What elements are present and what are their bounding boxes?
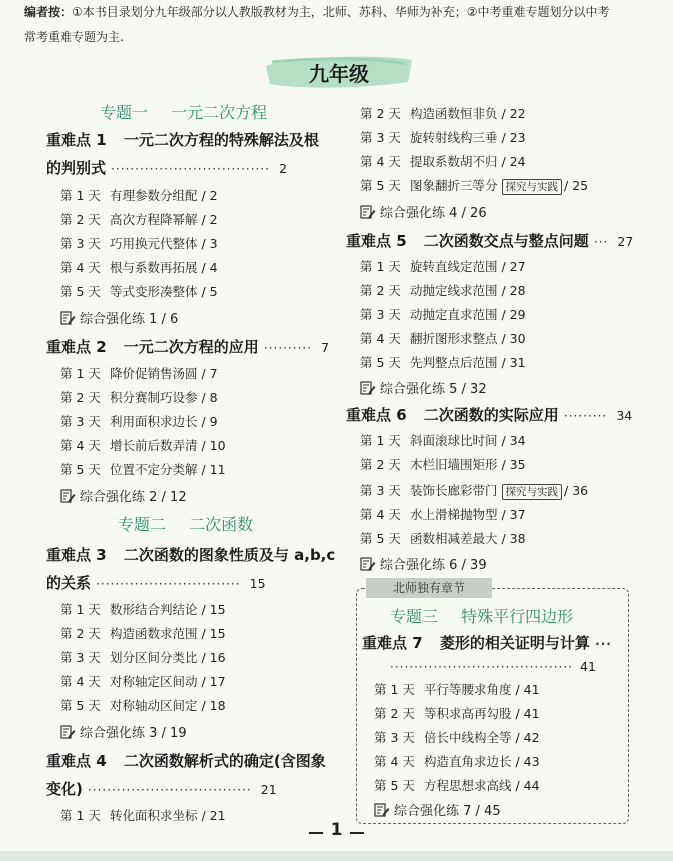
topic-3-heading[interactable]: [390, 604, 573, 627]
list-item[interactable]: 第 5 天 对称轴动区间定 / 18: [60, 698, 226, 713]
summary-practice-1[interactable]: 综合强化练 1 / 6: [60, 308, 178, 327]
grade-banner: [262, 52, 416, 90]
list-item[interactable]: 第 5 天 图象翻折三等分 探究与实践 / 25: [360, 178, 589, 193]
leader-dots: ··································: [87, 783, 252, 797]
list-item[interactable]: 第 2 天 木栏旧墙围矩形 / 35: [360, 457, 526, 472]
explore-practice-badge: 探究与实践: [502, 484, 563, 500]
list-item[interactable]: 第 2 天 动抛定线求范围 / 28: [360, 283, 526, 298]
list-item[interactable]: 第 4 天 增长前后数弄清 / 10: [60, 438, 226, 453]
leader-dots: ···: [593, 235, 609, 249]
list-item[interactable]: 第 3 天 旋转射线构三垂 / 23: [360, 130, 526, 145]
list-item[interactable]: 第 2 天 构造函数求范围 / 15: [60, 626, 226, 641]
list-item[interactable]: 第 5 天 先判整点后范围 / 31: [360, 355, 526, 370]
page-ref: 7: [321, 340, 330, 355]
list-item[interactable]: 第 3 天 动抛定直求范围 / 29: [360, 307, 526, 322]
summary-practice-7[interactable]: 综合强化练 7 / 45: [374, 800, 501, 819]
list-item[interactable]: 第 2 天 等积求高再勾股 / 41: [374, 706, 540, 721]
key-point-7[interactable]: 重难点 7 菱形的相关证明与计算 ···: [362, 634, 612, 652]
topic-1-number: 专题一: [100, 103, 149, 122]
topic-1-heading[interactable]: [100, 100, 267, 123]
list-item[interactable]: 第 3 天 利用面积求边长 / 9: [60, 414, 218, 429]
topic-3-name: 特殊平行四边形: [461, 607, 574, 626]
page-ref: 21: [260, 782, 277, 797]
list-item[interactable]: 第 2 天 高次方程降幂解 / 2: [60, 212, 218, 227]
summary-practice-3[interactable]: 综合强化练 3 / 19: [60, 722, 187, 741]
list-item[interactable]: 第 1 天 转化面积求坐标 / 21: [60, 808, 226, 823]
key-point-4-line2[interactable]: 变化) ·································· 21: [46, 780, 277, 798]
key-point-3[interactable]: 重难点 3 二次函数的图象性质及与 a,b,c: [46, 546, 336, 564]
list-item[interactable]: 第 5 天 函数相减差最大 / 38: [360, 531, 526, 546]
topic-1-name: 一元二次方程: [171, 103, 268, 122]
page-number: 1: [330, 820, 343, 840]
leader-dots: ··········: [263, 341, 313, 355]
list-item[interactable]: 第 3 天 巧用换元代整体 / 3: [60, 236, 218, 251]
summary-practice-2[interactable]: 综合强化练 2 / 12: [60, 486, 187, 505]
topic-2-name: 二次函数: [189, 515, 254, 534]
editor-note-line1: ①本书目录划分九年级部分以人教版教材为主，北师、苏科、华师为补充；②中考重难专题划分以中考: [72, 5, 610, 19]
list-item[interactable]: 第 1 天 数形结合判结论 / 15: [60, 602, 226, 617]
page-ref: 15: [249, 576, 266, 591]
grade-title: 九年级: [309, 62, 369, 86]
list-item[interactable]: 第 4 天 根与系数再拓展 / 4: [60, 260, 218, 275]
edit-note-icon: [60, 725, 76, 739]
explore-practice-badge: 探究与实践: [502, 179, 563, 195]
list-item[interactable]: 第 1 天 平行等腰求角度 / 41: [374, 682, 540, 697]
list-item[interactable]: 第 1 天 降价促销售汤圆 / 7: [60, 366, 218, 381]
topic-3-number: 专题三: [390, 607, 439, 626]
page-ref: 41: [580, 659, 596, 674]
list-item[interactable]: 第 4 天 构造直角求边长 / 43: [374, 754, 540, 769]
edit-note-icon: [360, 205, 376, 219]
page-ref: 34: [616, 408, 633, 423]
list-item[interactable]: 第 1 天 旋转直线定范围 / 27: [360, 259, 526, 274]
topic-2-heading[interactable]: [118, 512, 253, 535]
edit-note-icon: [60, 489, 76, 503]
summary-practice-5[interactable]: 综合强化练 5 / 32: [360, 378, 487, 397]
editor-note-line2: 常考重难专题为主.: [24, 30, 124, 44]
leader-dots: ······································: [390, 660, 573, 674]
list-item[interactable]: 第 1 天 有理参数分组配 / 2: [60, 188, 218, 203]
leader-dots: ·········: [563, 409, 608, 423]
edit-note-icon: [60, 311, 76, 325]
leader-dots: ······························: [96, 577, 241, 591]
list-item[interactable]: 第 3 天 装饰长廊彩带门 探究与实践 / 36: [360, 483, 589, 498]
summary-practice-6[interactable]: 综合强化练 6 / 39: [360, 554, 487, 573]
beishida-section-label: 北师独有章节: [366, 578, 492, 598]
list-item[interactable]: 第 1 天 斜面滚球比时间 / 34: [360, 433, 526, 448]
key-point-1[interactable]: 重难点 1 一元二次方程的特殊解法及根: [46, 131, 319, 149]
key-point-4[interactable]: 重难点 4 二次函数解析式的确定(含图象: [46, 752, 326, 770]
bottom-band: [0, 851, 673, 861]
summary-practice-4[interactable]: 综合强化练 4 / 26: [360, 202, 487, 221]
list-item[interactable]: 第 2 天 积分赛制巧设参 / 8: [60, 390, 218, 405]
topic-2-number: 专题二: [118, 515, 167, 534]
list-item[interactable]: 第 4 天 对称轴定区间动 / 17: [60, 674, 226, 689]
page-ref: 27: [617, 234, 634, 249]
list-item[interactable]: 第 4 天 提取系数胡不归 / 24: [360, 154, 526, 169]
list-item[interactable]: 第 4 天 翻折图形求整点 / 30: [360, 331, 526, 346]
key-point-6[interactable]: 重难点 6 二次函数的实际应用 ········· 34: [346, 406, 633, 424]
page-ref: 2: [279, 161, 288, 176]
key-point-2[interactable]: 重难点 2 一元二次方程的应用 ·········· 7: [46, 338, 330, 356]
edit-note-icon: [360, 381, 376, 395]
list-item[interactable]: 第 4 天 水上滑梯抛物型 / 37: [360, 507, 526, 522]
list-item[interactable]: 第 2 天 构造函数恒非负 / 22: [360, 106, 526, 121]
key-point-5[interactable]: 重难点 5 二次函数交点与整点问题 ··· 27: [346, 232, 634, 250]
list-item[interactable]: 第 5 天 位置不定分类解 / 11: [60, 462, 226, 477]
key-point-7-line2[interactable]: [390, 656, 596, 675]
edit-note-icon: [360, 557, 376, 571]
key-point-3-line2[interactable]: 的关系 ······························ 15: [46, 574, 266, 592]
list-item[interactable]: 第 5 天 等式变形凑整体 / 5: [60, 284, 218, 299]
editor-note-label: 编者按：: [24, 5, 73, 19]
footer-dash-right: [350, 832, 364, 834]
edit-note-icon: [374, 803, 390, 817]
leader-dots: ···: [595, 637, 612, 651]
key-point-1-line2[interactable]: 的判别式 ································· 2: [46, 159, 288, 177]
list-item[interactable]: 第 3 天 倍长中线构全等 / 42: [374, 730, 540, 745]
list-item[interactable]: 第 3 天 划分区间分类比 / 16: [60, 650, 226, 665]
editor-note: [24, 0, 654, 50]
leader-dots: ·································: [111, 162, 270, 176]
list-item[interactable]: 第 5 天 方程思想求高线 / 44: [374, 778, 540, 793]
